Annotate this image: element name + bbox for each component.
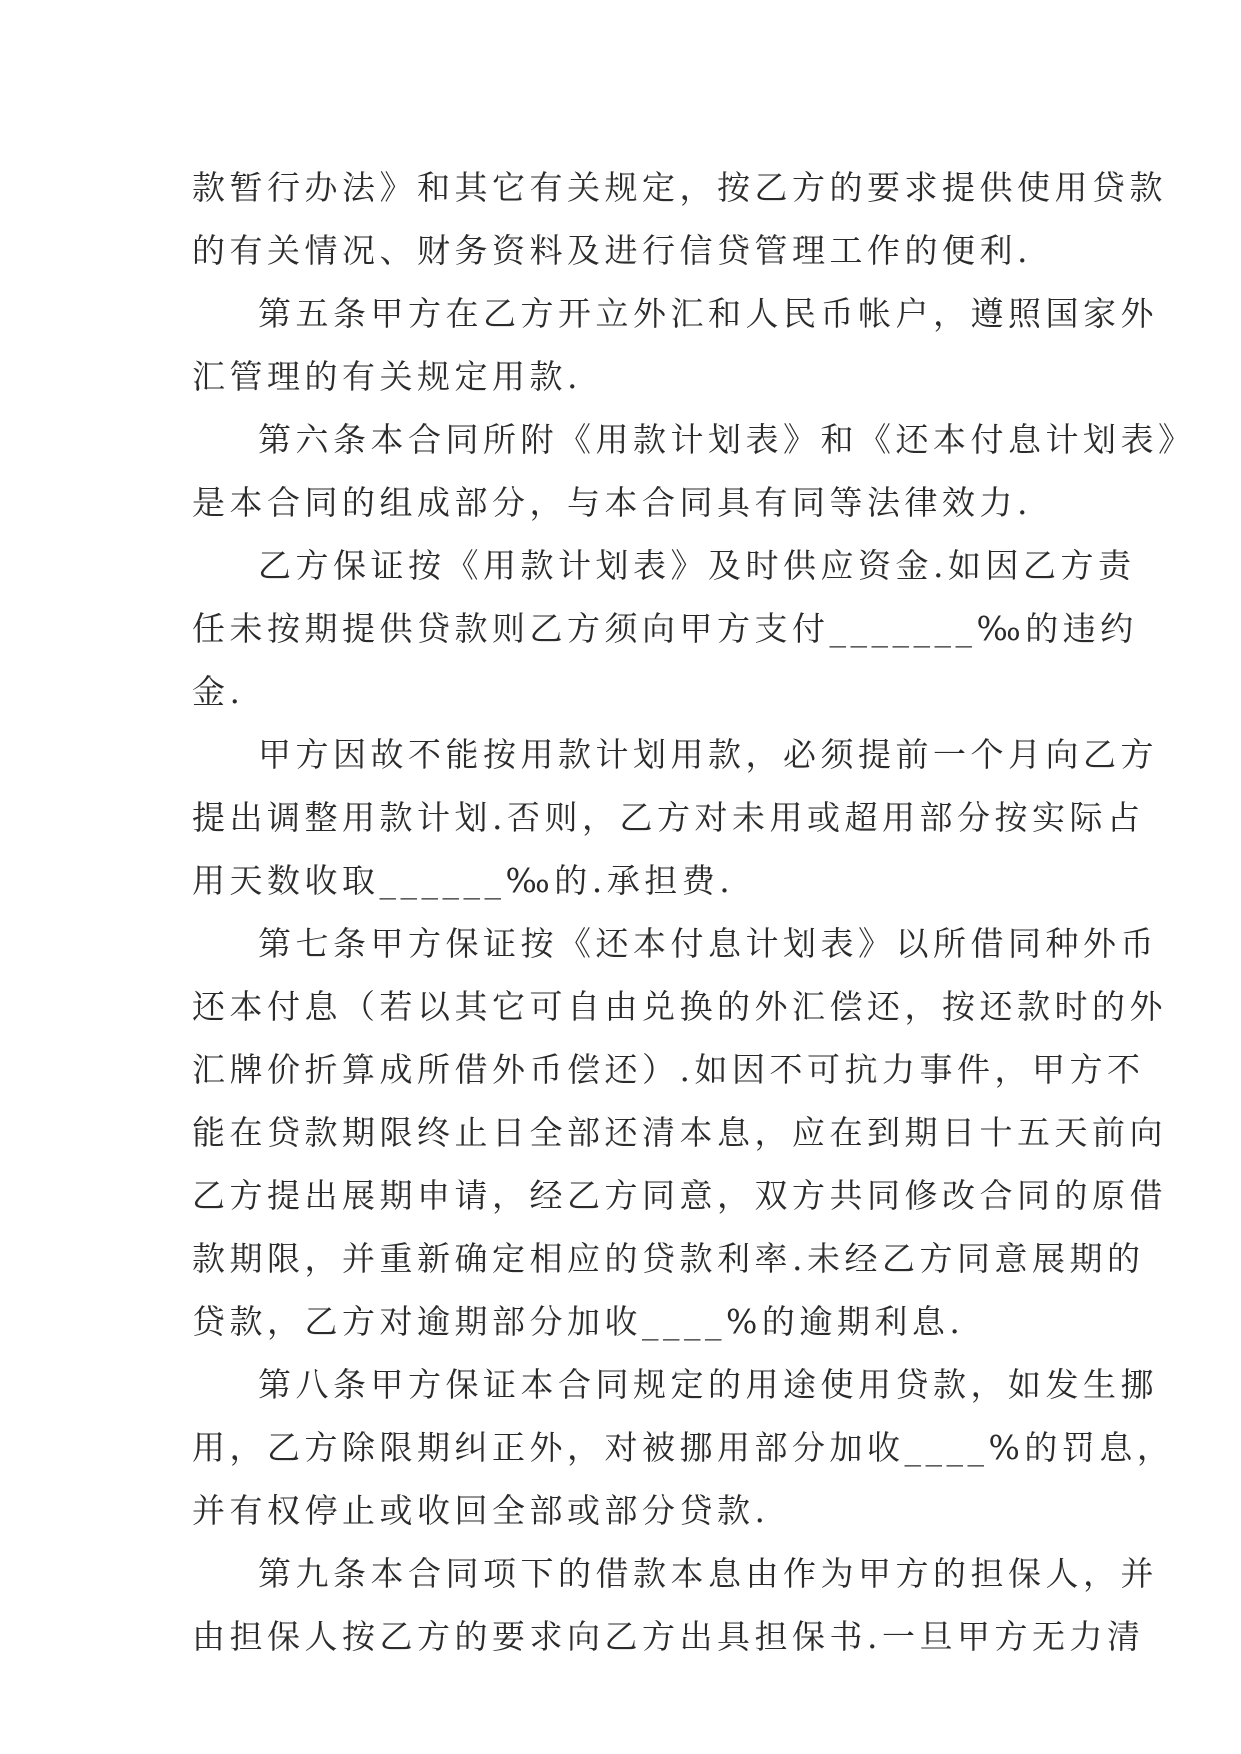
text-line: 汇管理的有关规定用款. [192, 357, 582, 396]
paragraph-start: 甲方因故不能按用款计划用款，必须提前一个月向乙方 [258, 735, 1158, 774]
text-line: 由担保人按乙方的要求向乙方出具担保书.一旦甲方无力清 [192, 1617, 1145, 1656]
text-line: 提出调整用款计划.否则，乙方对未用或超用部分按实际占 [192, 798, 1145, 837]
text-line: 并有权停止或收回全部或部分贷款. [192, 1491, 770, 1530]
article-7-start: 第七条甲方保证按《还本付息计划表》以所借同种外币 [258, 924, 1158, 963]
article-8-start: 第八条甲方保证本合同规定的用途使用贷款，如发生挪 [258, 1365, 1158, 1404]
text-line: 用，乙方除限期纠正外，对被挪用部分加收____%的罚息， [192, 1428, 1175, 1467]
text-line: 是本合同的组成部分，与本合同具有同等法律效力. [192, 483, 1032, 522]
text-line: 乙方提出展期申请，经乙方同意，双方共同修改合同的原借 [192, 1176, 1167, 1215]
text-line: 还本付息（若以其它可自由兑换的外汇偿还，按还款时的外 [192, 987, 1167, 1026]
text-line: 汇牌价折算成所借外币偿还）.如因不可抗力事件，甲方不 [192, 1050, 1145, 1089]
text-line: 任未按期提供贷款则乙方须向甲方支付_______‰的违约 [192, 609, 1138, 648]
article-6-start: 第六条本合同所附《用款计划表》和《还本付息计划表》 [258, 420, 1196, 459]
text-line: 金. [192, 672, 245, 711]
document-body [192, 156, 1196, 1668]
paragraph-start: 乙方保证按《用款计划表》及时供应资金.如因乙方责 [258, 546, 1136, 585]
text-line: 款期限，并重新确定相应的贷款利率.未经乙方同意展期的 [192, 1239, 1145, 1278]
text-line: 的有关情况、财务资料及进行信贷管理工作的便利. [192, 231, 1032, 270]
text-line: 能在贷款期限终止日全部还清本息，应在到期日十五天前向 [192, 1113, 1167, 1152]
text-line: 用天数收取______‰的.承担费. [192, 861, 735, 900]
text-line: 贷款，乙方对逾期部分加收____%的逾期利息. [192, 1302, 965, 1341]
text-line: 款暂行办法》和其它有关规定，按乙方的要求提供使用贷款 [192, 168, 1167, 207]
article-5-start: 第五条甲方在乙方开立外汇和人民币帐户，遵照国家外 [258, 294, 1158, 333]
article-9-start: 第九条本合同项下的借款本息由作为甲方的担保人，并 [258, 1554, 1158, 1593]
